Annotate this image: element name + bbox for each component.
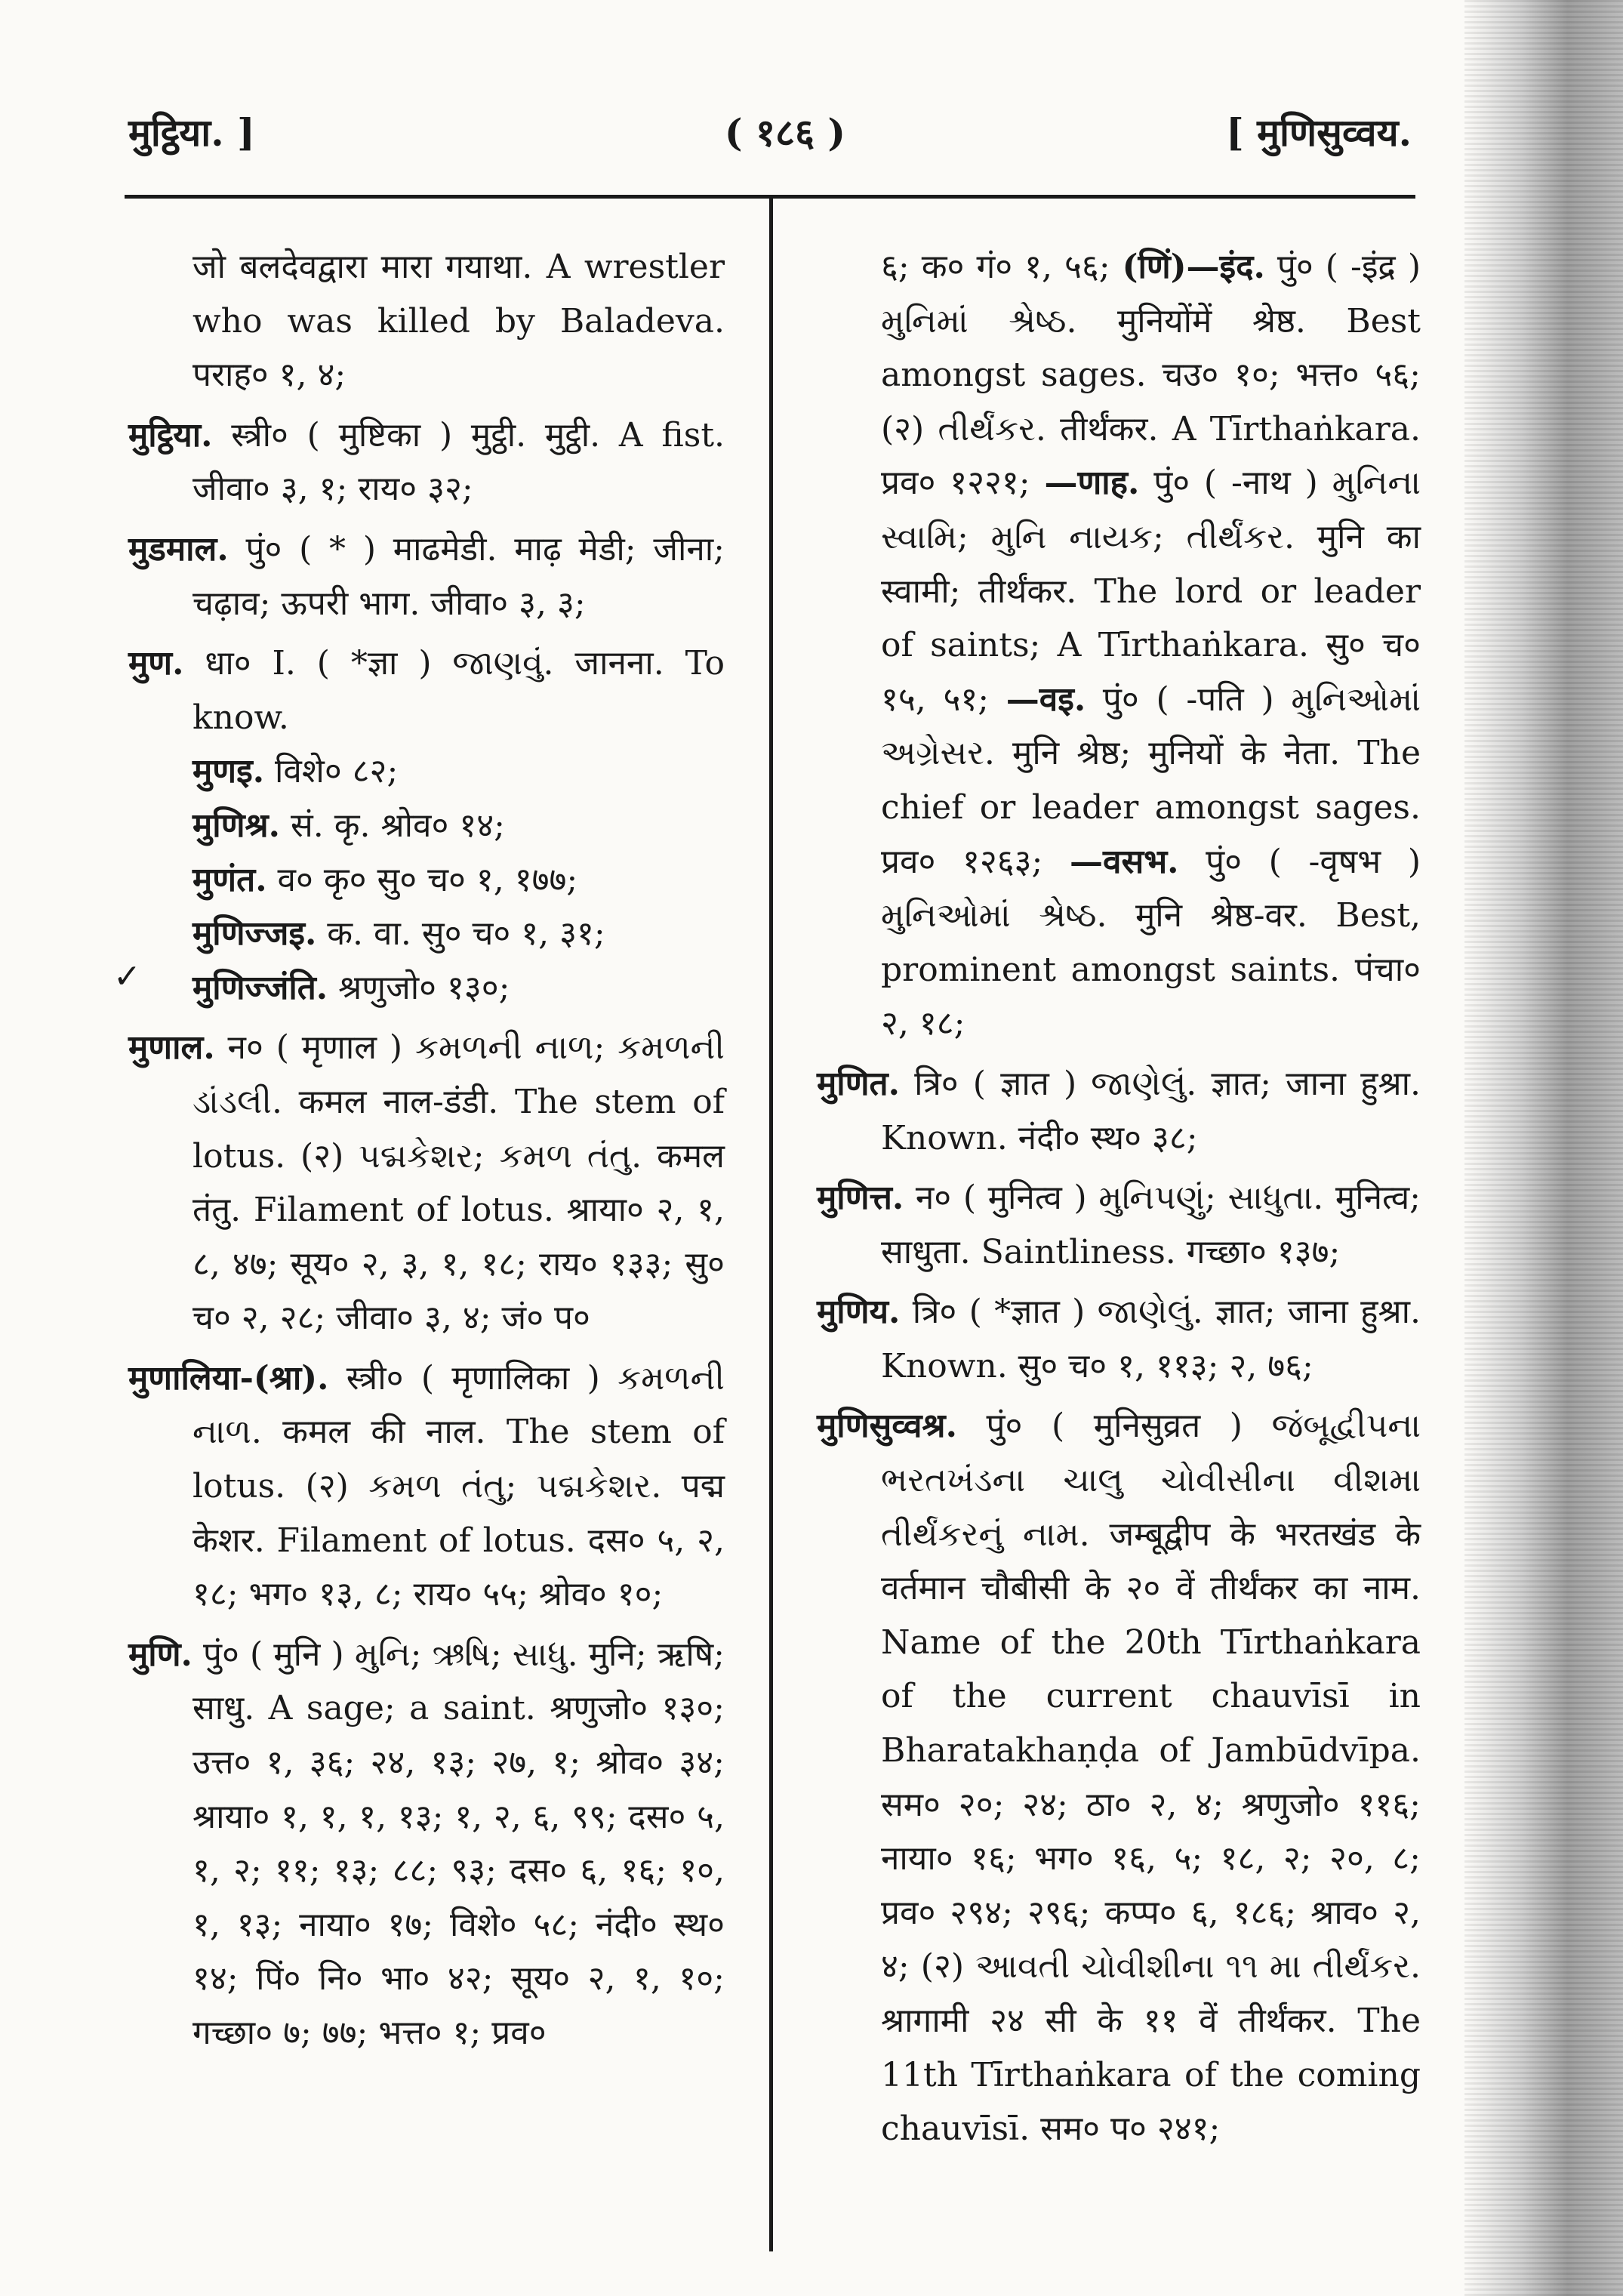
page-header	[128, 106, 1412, 166]
dictionary-entry: मुडमाल. पुं० ( * ) माढमेडी. माढ़ मेडी; जीना; चढ़ाव; ऊपरी भाग. जीवा० ३, ३;	[128, 529, 725, 623]
header-left-guideword: मुट्ठिया. ]	[128, 110, 255, 155]
headword: मुणंत.	[192, 860, 267, 899]
sub-entry: मुणिज्जंति. श्रणुजो० १३०;	[192, 968, 510, 1007]
scan-shadow	[1464, 0, 1623, 2296]
headword: मुणालिया-(श्रा).	[128, 1358, 329, 1398]
headword: मुट्ठिया.	[128, 415, 213, 455]
headword: मुणिश्र.	[192, 806, 280, 845]
column-divider	[769, 198, 773, 2251]
headword: मुणित.	[817, 1064, 900, 1103]
headword: मुणिय.	[817, 1293, 901, 1332]
sub-entry: मुणिज्जइ. क. वा. सु० च० १, ३१;	[192, 914, 605, 954]
left-column	[128, 240, 725, 2066]
sub-entry: मुणिश्र. सं. कृ. श्रोव० १४;	[192, 806, 505, 845]
dictionary-entry: मुणिसुव्वश्र. पुं० ( मुनिसुव्रत ) જંબૂદ્વીપના ભરતખંડના ચાલુ ચોવીસીના વીશમા તીર્થંકરનું નામ. जम्बूद्वीप के भरतखंड के वर्तमान चौबीसी के २० वें तीर्थंकर का नाम. Name of the 20th Tīrthaṅkara of the current chauvīsī in Bharatakhaṇḍa of Jambūdvīpa. सम० २०; २४; ठा० २, ४; श्रणुजो० ११६; नाया० १६; भग० १६, ५; १८, २; २०, ८; प्रव० २९४; २९६; कप्प० ६, १८६; श्राव० २, ४; (२) આવતી ચોવીશીના ૧૧ મા તીર્થંકર. श्रागामी २४ सी के ११ वें तीर्थंकर. The 11th Tīrthaṅkara of the coming chauvīsī. सम० प० २४१;	[817, 1407, 1421, 2149]
headword: मुणित्त.	[817, 1179, 904, 1218]
headword: मुडमाल.	[128, 529, 229, 569]
headword: मुणइ.	[192, 752, 265, 791]
right-column	[817, 240, 1421, 2162]
headword: मुणिज्जइ.	[192, 914, 317, 954]
headword: मुणिज्जंति.	[192, 968, 328, 1007]
headword: —वइ.	[1006, 680, 1086, 719]
entry-continuation: जो बलदेवद्वारा मारा गयाथा. A wrestler who was killed by Baladeva. पराह० १, ४;	[192, 248, 725, 395]
margin-check-mark: ✓	[113, 957, 141, 996]
dictionary-entry: मुणाल. न० ( मृणाल ) કમળની નાળ; કમળની ડાંડલી. कमल नाल-डंडी. The stem of lotus. (२) પદ્મકેશર; કમળ તંતુ. कमल तंतु. Filament of lotus. श्राया० २, १, ८, ४७; सूय० २, ३, १, १८; राय० १३३; सु० च० २, २८; जीवा० ३, ४; जं० प०	[128, 1028, 725, 1338]
dictionary-entry: मुण. धा० I. ( *ज्ञा ) જાણવું. जानना. To know.	[128, 644, 725, 737]
dictionary-entry: मुणिय. त्रि० ( *ज्ञात ) જાણેલું. ज्ञात; जाना हुश्रा. Known. सु० च० १, ११३; २, ७६;	[817, 1293, 1421, 1385]
sub-entry: मुणंत. व० कृ० सु० च० १, १७७;	[192, 860, 578, 899]
dictionary-entry: मुणित्त. न० ( मुनित्व ) મુનિપણું; સાધુતા. मुनित्व; साधुता. Saintliness. गच्छा० १३७;	[817, 1179, 1421, 1271]
dictionary-entry: मुट्ठिया. स्त्री० ( मुष्टिका ) मुट्ठी. मुट्ठी. A fist. जीवा० ३, १; राय० ३२;	[128, 415, 725, 509]
entry-continuation: ६; क० गं० १, ५६; (णिं)—इंद. पुं० ( -इंद्र ) મુનિમાં શ્રેષ્ઠ. मुनियोंमें श्रेष्ठ. Best amongst sages. चउ० १०; भत्त० ५६; (२) તીર્થંકર. तीर्थंकर. A Tīrthaṅkara. प्रव० १२२१; —णाह. पुं० ( -नाथ ) મુનિના સ્વામિ; મુનિ નાયક; તીર્થંકર. मुनि का स्वामी; तीर्थंकर. The lord or leader of saints; A Tīrthaṅkara. सु० च० १५, ५१; —वइ. पुं० ( -पति ) મુનિઓમાં અગ્રેસર. मुनि श्रेष्ठ; मुनियों के नेता. The chief or leader amongst sages. प्रव० १२६३; —वसभ. पुं० ( -वृषभ ) મુનિઓમાં શ્રેષ્ઠ. मुनि श्रेष्ठ-वर. Best, prominent amongst saints. पंचा० २, १८;	[881, 248, 1421, 1043]
dictionary-entry: मुणित. त्रि० ( ज्ञात ) જાણેલું. ज्ञात; जाना हुश्रा. Known. नंदी० स्थ० ३८;	[817, 1064, 1421, 1157]
headword: मुणि.	[128, 1635, 192, 1674]
headword: मुण.	[128, 644, 184, 683]
dictionary-entry: मुणालिया-(श्रा). स्त्री० ( मृणालिका ) કમળની નાળ. कमल की नाल. The stem of lotus. (२) કમળ તંતુ; પદ્મકેશર. पद्म केशर. Filament of lotus. दस० ५, २, १८; भग० १३, ८; राय० ५५; श्रोव० १०;	[128, 1358, 725, 1614]
header-right-guideword: [ मुणिसुव्वय.	[1226, 110, 1412, 155]
headword: —णाह.	[1044, 464, 1140, 503]
headword: —वसभ.	[1070, 842, 1179, 881]
headword: (णिं)—इंद.	[1122, 248, 1265, 286]
sub-entry: मुणइ. विशे० ८२;	[192, 752, 399, 791]
dictionary-entry: मुणि. पुं० ( मुनि ) મુનિ; ઋષિ; સાધુ. मुनि; ऋषि; साधु. A sage; a saint. श्रणुजो० १३०; उत्त० १, ३६; २४, १३; २७, १; श्रोव० ३४; श्राया० १, १, १, १३; १, २, ६, ९९; दस० ५, १, २; ११; १३; ८८; ९३; दस० ६, १६; १०, १, १३; नाया० १७; विशे० ५८; नंदी० स्थ० १४; पिं० नि० भा० ४२; सूय० २, १, १०; गच्छा० ७; ७७; भत्त० १; प्रव०	[128, 1635, 725, 2052]
headword: मुणाल.	[128, 1028, 215, 1068]
page-number: ( १८६ )	[724, 110, 846, 155]
headword: मुणिसुव्वश्र.	[817, 1407, 957, 1446]
